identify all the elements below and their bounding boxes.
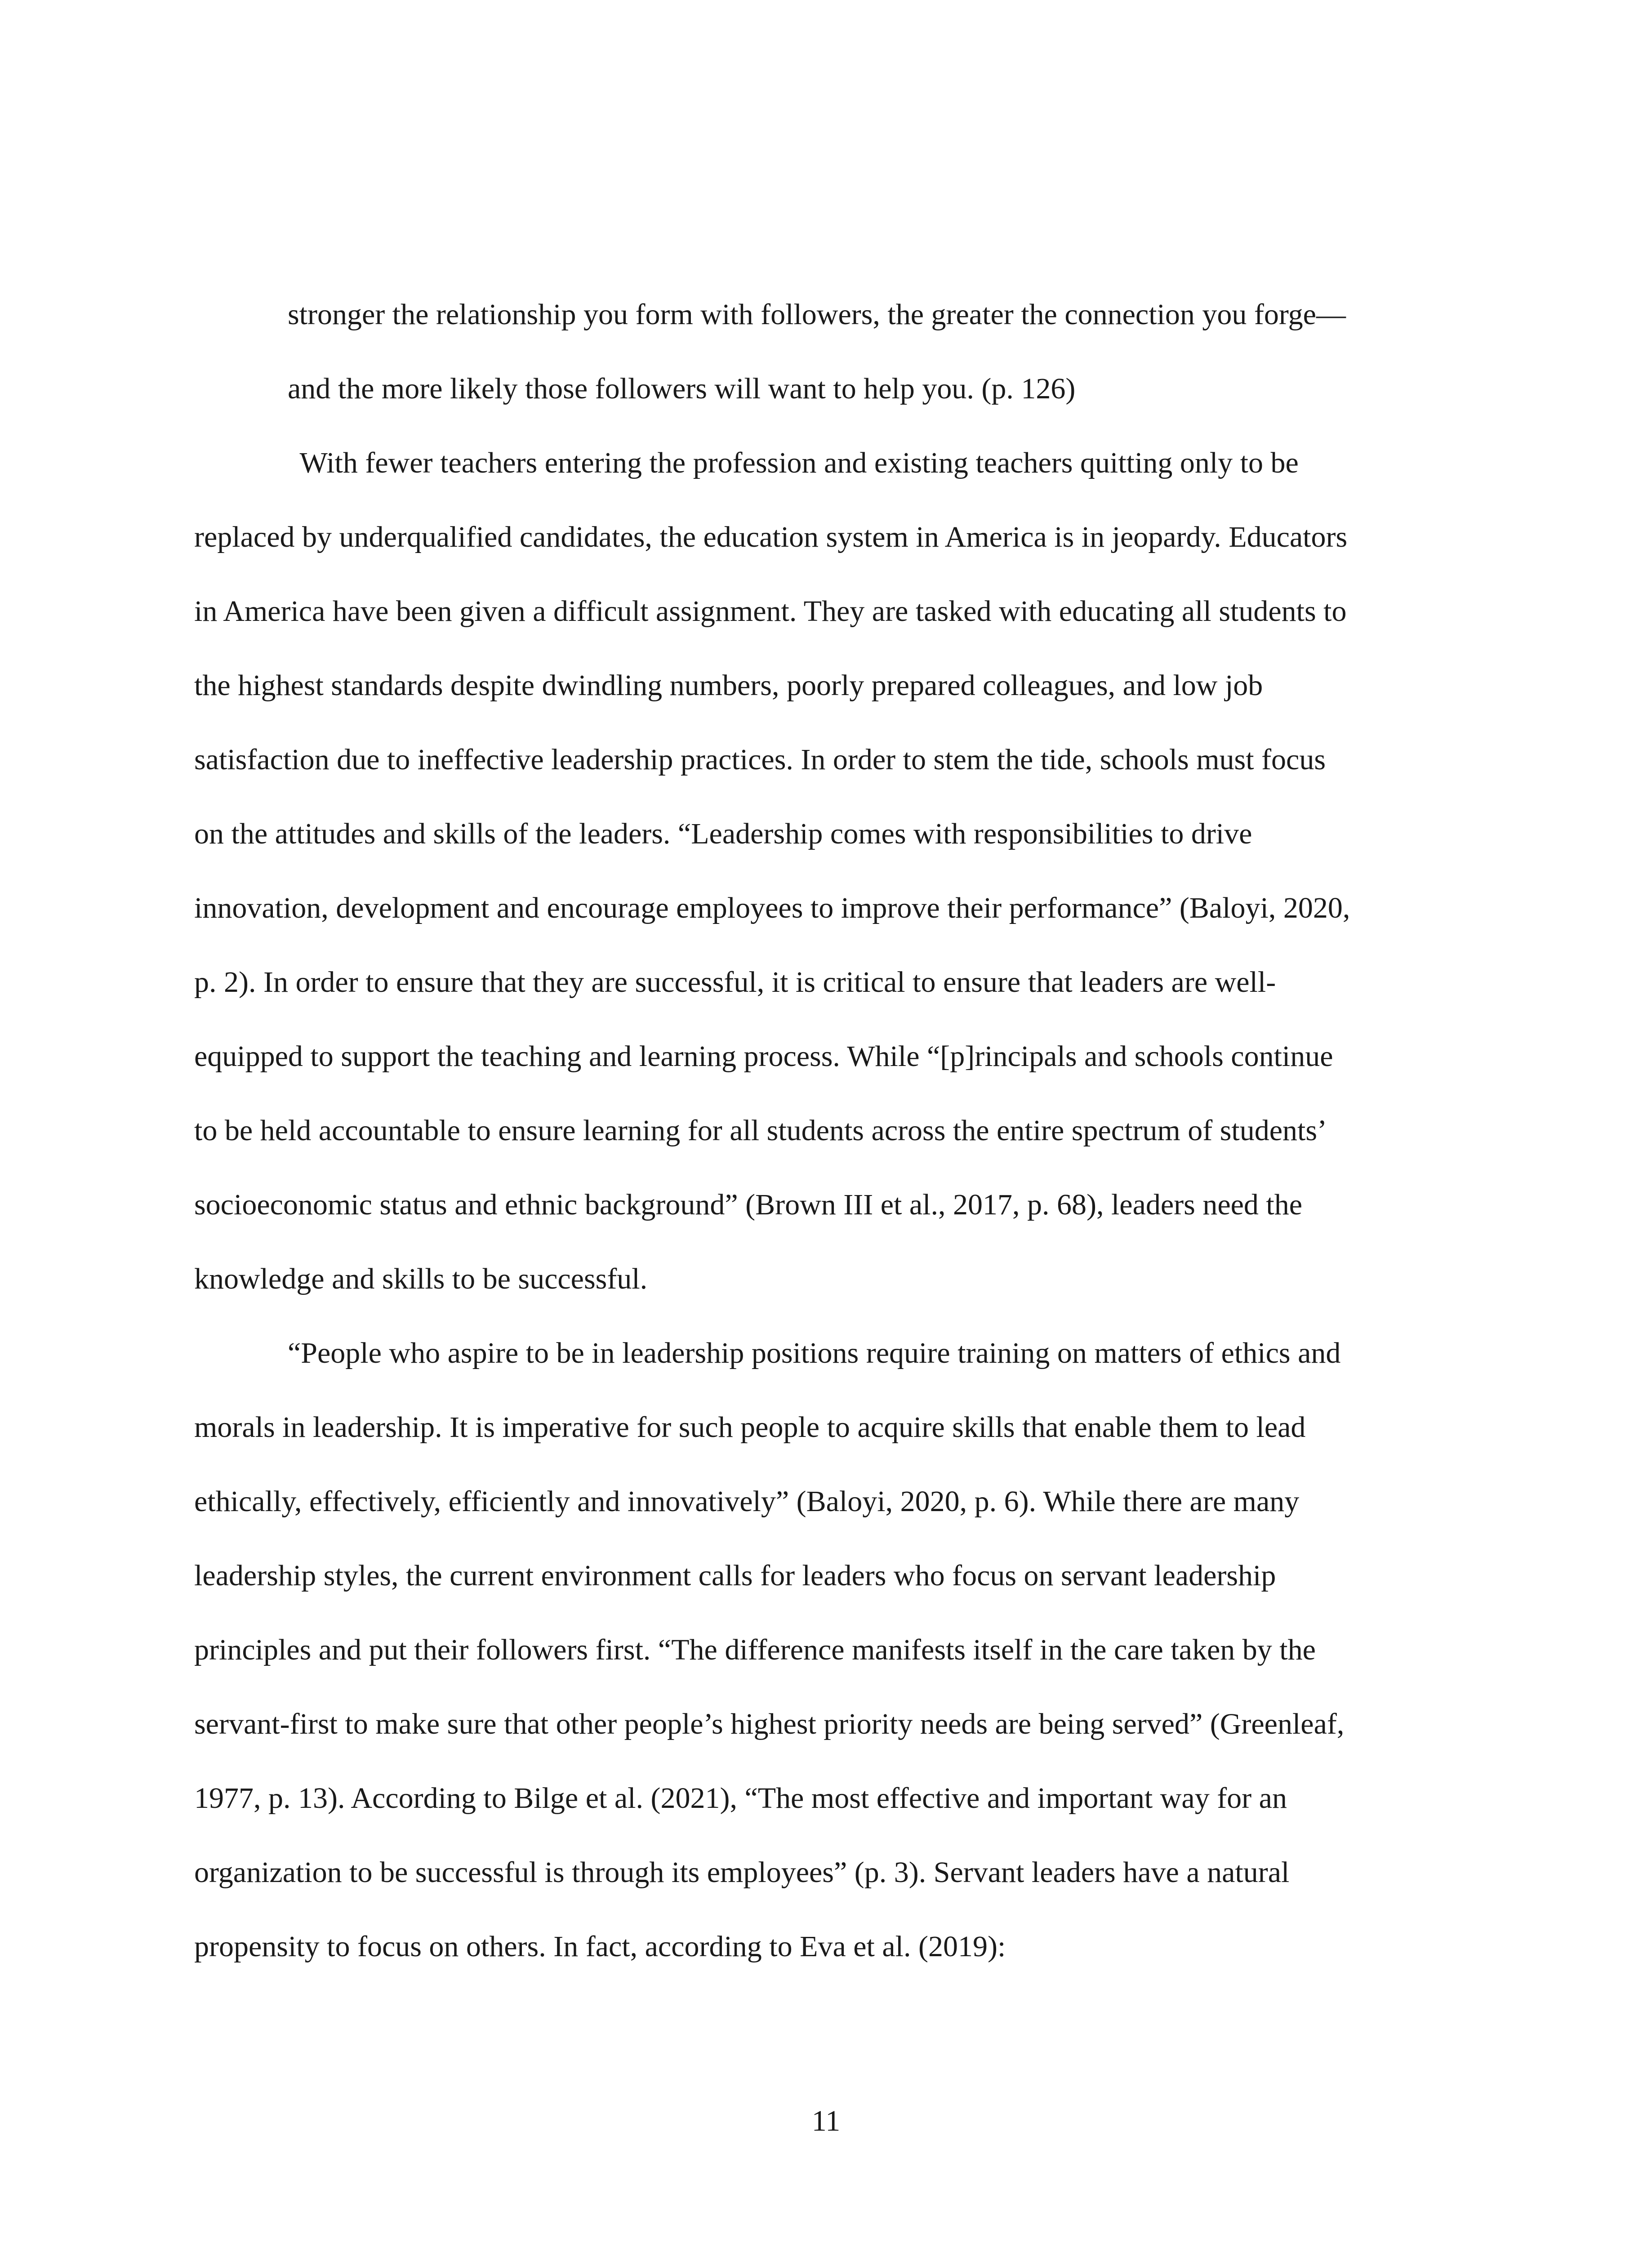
paragraph-line: organization to be successful is through its employees” (p. 3). Servant leaders have a natural [194,1856,1290,1889]
paragraph-line: to be held accountable to ensure learning for all students across the entire spectrum of students’ [194,1114,1327,1147]
page-number: 11 [811,2105,841,2137]
paragraph-line: in America have been given a difficult assignment. They are tasked with educating all students to [194,595,1347,628]
paragraph-line: morals in leadership. It is imperative for such people to acquire skills that enable them to lead [194,1411,1306,1444]
paragraph-line: innovation, development and encourage employees to improve their performance” (Baloyi, 2020, [194,892,1350,924]
paragraph-line: satisfaction due to ineffective leadership practices. In order to stem the tide, schools must focus [194,743,1326,776]
paragraph-line: leadership styles, the current environment calls for leaders who focus on servant leadership [194,1559,1276,1592]
paragraph-line: “People who aspire to be in leadership positions require training on matters of ethics and [288,1337,1341,1369]
paragraph-line: servant-first to make sure that other people’s highest priority needs are being served” (Greenleaf, [194,1708,1345,1740]
block-quote-line: and the more likely those followers will want to help you. (p. 126) [288,372,1076,405]
paragraph-line: 1977, p. 13). According to Bilge et al. (2021), “The most effective and important way for an [194,1782,1287,1815]
paragraph-line: ethically, effectively, efficiently and innovatively” (Baloyi, 2020, p. 6). While there are many [194,1485,1300,1518]
block-quote-line: stronger the relationship you form with followers, the greater the connection you forge— [288,298,1346,331]
paragraph-line: propensity to focus on others. In fact, according to Eva et al. (2019): [194,1930,1006,1963]
paragraph-line: knowledge and skills to be successful. [194,1262,648,1295]
paragraph-line: on the attitudes and skills of the leaders. “Leadership comes with responsibilities to drive [194,817,1252,850]
paragraph-line: equipped to support the teaching and learning process. While “[p]rincipals and schools continue [194,1040,1333,1073]
paragraph-line: principles and put their followers first. “The difference manifests itself in the care taken by the [194,1633,1316,1666]
paragraph-line: p. 2). In order to ensure that they are successful, it is critical to ensure that leaders are well- [194,966,1276,999]
paragraph-line: socioeconomic status and ethnic background” (Brown III et al., 2017, p. 68), leaders need the [194,1188,1303,1221]
paragraph-line: replaced by underqualified candidates, the education system in America is in jeopardy. Educators [194,521,1348,553]
paragraph-line: With fewer teachers entering the profession and existing teachers quitting only to be [292,446,1299,479]
paragraph-line: the highest standards despite dwindling numbers, poorly prepared colleagues, and low job [194,669,1263,702]
